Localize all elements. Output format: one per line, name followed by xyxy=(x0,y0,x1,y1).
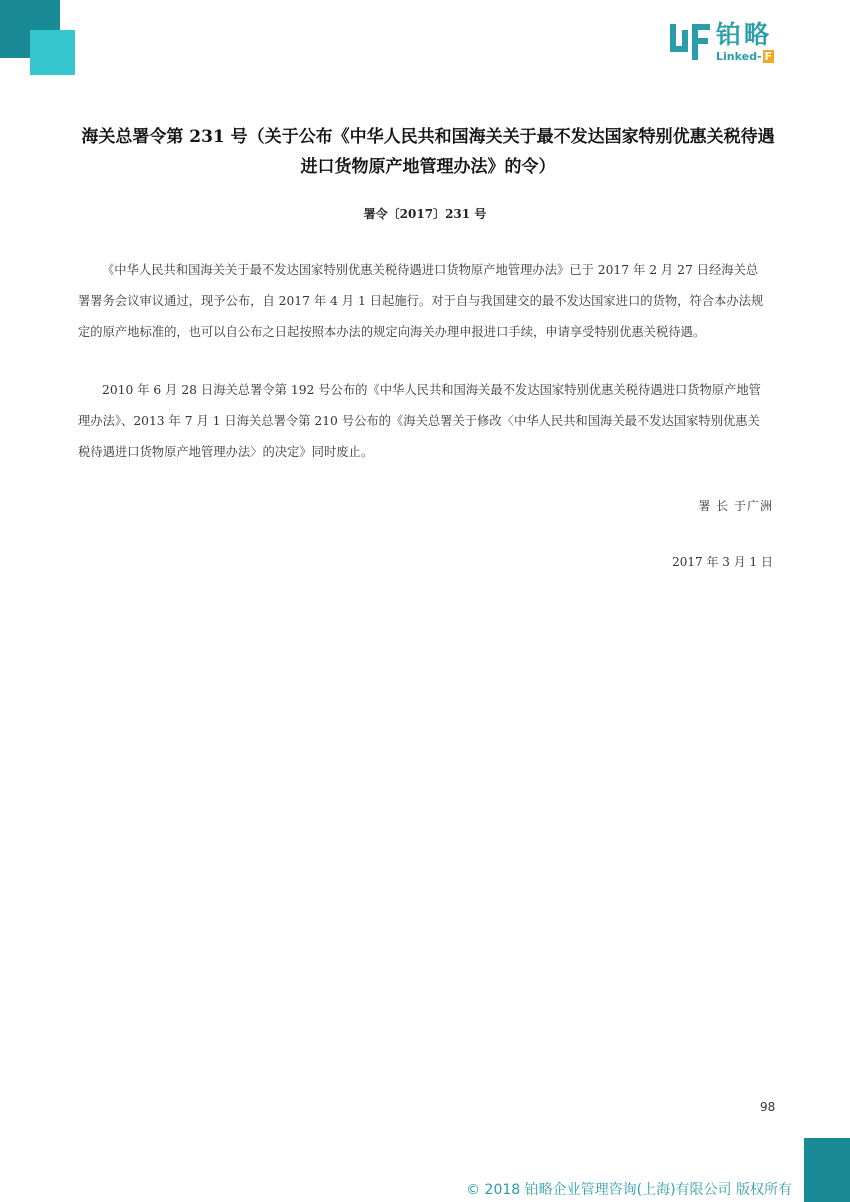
signer: 署 长 于广洲 xyxy=(698,499,773,513)
corner-decoration-light xyxy=(30,30,75,75)
paragraph-line: 《中华人民共和国海关关于最不发达国家特别优惠关税待遇进口货物原产地管理办法》已于 2017 年 2 月 27 日经海关总 xyxy=(102,263,759,277)
footer-copyright: © 2018 铂略企业管理咨询(上海)有限公司 版权所有 xyxy=(466,1182,792,1198)
title-line: 进口货物原产地管理办法》的令） xyxy=(300,157,556,177)
logo-mark-icon xyxy=(668,22,712,62)
page-number: 98 xyxy=(760,1100,776,1114)
paragraph-1 xyxy=(78,255,776,348)
document-title xyxy=(78,122,778,182)
paragraph-line: 2010 年 6 月 28 日海关总署令第 192 号公布的《中华人民共和国海关最不发达国家特别优惠关税待遇进口货物原产地管 xyxy=(102,383,761,397)
paragraph-line: 定的原产地标准的，也可以自公布之日起按照本办法的规定向海关办理申报进口手续，申请享受特别优惠关税待遇。 xyxy=(78,325,706,339)
logo-subtext xyxy=(716,50,774,64)
paragraph-line: 理办法》、2013 年 7 月 1 日海关总署令第 210 号公布的《海关总署关于修改〈中华人民共和国海关最不发达国家特别优惠关 xyxy=(78,414,760,428)
footer-decoration xyxy=(804,1138,850,1202)
paragraph-line: 税待遇进口货物原产地管理办法〉的决定》同时废止。 xyxy=(78,445,374,459)
paragraph-2 xyxy=(78,375,776,468)
logo-subtext-main: Linked- xyxy=(716,50,762,63)
logo-name: 铂略 xyxy=(716,20,773,49)
title-line: 海关总署令第 231 号（关于公布《中华人民共和国海关关于最不发达国家特别优惠关税待遇 xyxy=(81,127,775,147)
document-date: 2017 年 3 月 1 日 xyxy=(672,555,773,569)
logo-subtext-badge: F xyxy=(764,50,773,63)
paragraph-line: 署署务会议审议通过，现予公布，自 2017 年 4 月 1 日起施行。对于自与我国建交的最不发达国家进口的货物，符合本办法规 xyxy=(78,294,764,308)
company-logo xyxy=(668,20,798,66)
document-number: 署令〔2017〕231 号 xyxy=(363,207,487,221)
